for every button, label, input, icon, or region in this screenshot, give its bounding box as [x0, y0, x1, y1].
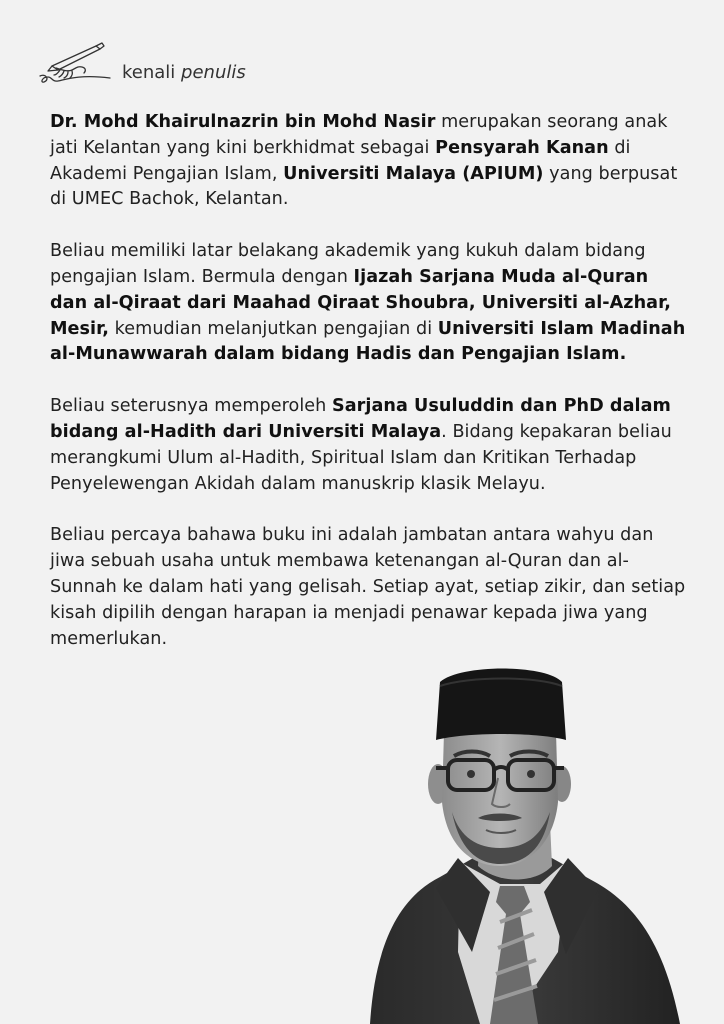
- bio-paragraph: [50, 523, 690, 652]
- bio-text-bold: Sarjana Usuluddin dan PhD dalam bidang al-Hadith dari Universiti Malaya: [50, 396, 671, 442]
- bio-text: kemudian melanjutkan pengajian di: [109, 318, 438, 339]
- bio-text: yang berpusat di UMEC Bachok, Kelantan.: [50, 163, 678, 210]
- bio-text: Beliau percaya bahawa buku ini adalah jambatan antara wahyu dan jiwa sebuah usaha untuk membawa ketenangan al-Quran dan al-Sunnah ke dalam hati yang gelisah. Setiap ayat, setiap zikir, dan setiap kisah dipilih dengan harapan ia menjadi penawar kepada jiwa yang memerlukan.: [50, 525, 686, 649]
- author-bio: [50, 110, 690, 678]
- header-title-italic: penulis: [181, 62, 246, 83]
- page-header: [38, 40, 338, 90]
- bio-text: Beliau seterusnya memperoleh: [50, 396, 333, 417]
- author-portrait: [340, 652, 724, 1024]
- header-prefix: kenali: [122, 62, 176, 83]
- bio-text: . Bidang kepakaran beliau merangkumi Ulum al-Hadith, Spiritual Islam dan Kritikan Terhadap Penyelewengan Akidah dalam manuskrip klasik Melayu.: [50, 421, 672, 494]
- bio-paragraph: [50, 110, 690, 213]
- bio-text-bold: Dr. Mohd Khairulnazrin bin Mohd Nasir: [50, 112, 436, 132]
- bio-paragraph: [50, 239, 690, 368]
- bio-text: di Akademi Pengajian Islam,: [50, 137, 631, 184]
- hand-writing-icon: [38, 40, 118, 90]
- bio-text: Beliau memiliki latar belakang akademik yang kukuh dalam bidang pengajian Islam. Bermula dengan: [50, 241, 646, 287]
- header-title: [122, 62, 246, 83]
- bio-text-bold: Pensyarah Kanan: [435, 137, 609, 158]
- bio-paragraph: [50, 394, 690, 497]
- bio-text-bold: Universiti Islam Madinah al-Munawwarah dalam bidang Hadis dan Pengajian Islam.: [50, 318, 686, 365]
- bio-text-bold: Universiti Malaya (APIUM): [283, 163, 544, 184]
- bio-text: merupakan seorang anak jati Kelantan yang kini berkhidmat sebagai: [50, 112, 668, 158]
- bio-text-bold: Ijazah Sarjana Muda al-Quran dan al-Qiraat dari Maahad Qiraat Shoubra, Universiti al-Azhar, Mesir,: [50, 266, 671, 339]
